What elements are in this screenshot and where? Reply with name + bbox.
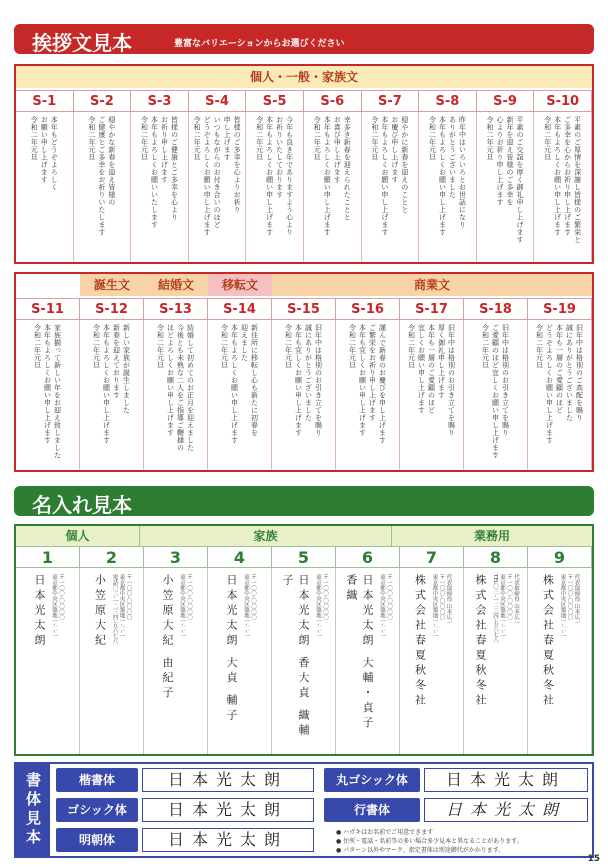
note-line: ● 住所・電話・名前等の多い場合多少見本と異なることがあります。 xyxy=(336,838,523,845)
greeting-line: 昨年中はいろいろとお世話になり xyxy=(458,116,467,229)
code-label: S-3 xyxy=(131,90,189,112)
note-line: ● パターン以外やマーク、指定書体は別途御代がかかります。 xyxy=(336,847,505,854)
address-line: 〒一〇〇‐〇〇〇〇 xyxy=(386,574,392,620)
greeting-line: 誠にありがとうございました xyxy=(304,324,313,422)
address-line: 〒一〇〇‐〇〇〇〇 xyxy=(250,574,256,620)
address-line: 〒一〇〇‐〇〇〇〇 xyxy=(322,574,328,620)
greeting-line: 申し上げます xyxy=(223,116,232,161)
greeting-text xyxy=(407,324,457,466)
category-birth: 誕生文 xyxy=(80,274,144,296)
name-samples-box xyxy=(14,524,594,756)
sample-name: 日本光太朗 大貞 輔子 xyxy=(225,574,238,724)
category-moving: 移転文 xyxy=(208,274,272,296)
address-line: 東京都中央区築地一‐二‐一 xyxy=(559,574,566,639)
code-label: S-4 xyxy=(189,90,247,112)
sample-number: 5 xyxy=(272,546,336,568)
address-block xyxy=(111,574,132,748)
greeting-line: 謹んで新春のお慶びを申し上げます xyxy=(378,324,387,444)
greeting-line: 穏やかに新春を迎えのことと xyxy=(400,116,409,214)
texts-row-bottom xyxy=(16,320,592,470)
greeting-line: 本年も宜しくお願い申し上げます xyxy=(294,324,303,437)
name-sample xyxy=(336,568,400,754)
greeting-text xyxy=(485,116,525,258)
font-sample: 日本光太朗 xyxy=(424,768,588,792)
greeting-column xyxy=(16,112,74,262)
greeting-line: 本年もどうぞよろしく xyxy=(50,116,59,191)
name-numbers-row xyxy=(16,546,592,568)
greeting-column xyxy=(144,320,208,470)
greeting-line: 令和二年元旦 xyxy=(193,116,202,161)
font-notes xyxy=(336,828,523,855)
code-label: S-15 xyxy=(272,298,336,320)
code-label: S-18 xyxy=(464,298,528,320)
greeting-line: 令和二年元旦 xyxy=(370,116,379,161)
sample-name: 株式会社春夏秋冬社 xyxy=(541,574,555,709)
greeting-line: 本年もよろしくお願い申し上げます xyxy=(230,324,239,444)
address-line: TEL〇三‐一二三四‐五六七八 xyxy=(492,574,498,643)
code-label: S-7 xyxy=(362,90,420,112)
greeting-line: 令和二年元旦 xyxy=(30,116,39,161)
code-label: S-13 xyxy=(144,298,208,320)
greeting-line: 本年も宜しくお願い申し上げます xyxy=(358,324,367,437)
code-label: S-8 xyxy=(419,90,477,112)
greeting-line: 本年も一層のご愛顧のほど xyxy=(427,324,436,414)
greeting-text xyxy=(348,324,388,466)
category-personal: 個人 xyxy=(16,526,140,546)
greeting-banner xyxy=(14,24,594,54)
greeting-line: 新年を迎え皆様のご多幸を xyxy=(506,116,515,206)
greeting-text xyxy=(33,324,63,466)
greeting-line: 令和二年元旦 xyxy=(156,324,165,369)
greeting-line: 旧年中は格別のお引き立てを賜り xyxy=(447,324,456,437)
code-label: S-12 xyxy=(80,298,144,320)
greeting-line: 家族揃って新しい年をお迎え致しました xyxy=(53,324,62,459)
name-sample xyxy=(272,568,336,754)
address-line: 東京都中央区築地一‐二‐一 xyxy=(315,574,321,639)
greeting-column xyxy=(362,112,420,262)
greeting-subtitle: 豊富なバリエーションからお選びください xyxy=(174,39,345,49)
address-line: 〒一〇〇‐〇〇〇〇 xyxy=(58,574,64,620)
greeting-line: 令和二年元旦 xyxy=(543,116,552,161)
greeting-line: 令和二年元旦 xyxy=(407,324,416,369)
font-label: 行書体 xyxy=(324,798,420,822)
greeting-line: 本年もよろしくお願い申し上げます xyxy=(102,324,111,444)
greeting-text xyxy=(481,324,511,466)
codes-row-bottom xyxy=(16,298,592,320)
name-banner xyxy=(14,486,594,516)
sample-number: 4 xyxy=(208,546,272,568)
category-family: 家族 xyxy=(140,526,392,546)
greeting-line: 結婚して初めてのお正月を迎えました xyxy=(186,324,195,452)
category-business-use: 業務用 xyxy=(392,526,592,546)
sample-number: 8 xyxy=(464,546,528,568)
greeting-line: 令和二年元旦 xyxy=(92,324,101,369)
note-line: ● ハガキはお名前でご用意できます xyxy=(336,829,434,836)
greeting-line: 令和二年元旦 xyxy=(348,324,357,369)
address-line: 東京都中央区築地一‐二‐一 xyxy=(243,574,249,639)
greeting-line: 本年も一層のご愛顧のほど xyxy=(555,324,564,414)
greeting-column xyxy=(464,320,528,470)
greeting-text xyxy=(427,116,467,258)
font-label: 丸ゴシック体 xyxy=(324,768,420,792)
greeting-text xyxy=(220,324,260,466)
address-block xyxy=(431,574,452,748)
font-label: 楷書体 xyxy=(56,768,138,792)
greeting-line: 新春を迎えております xyxy=(112,324,121,399)
greeting-line: 令和二年元旦 xyxy=(140,116,149,161)
greeting-line: 今後とも未熟な二人をご指導ご鞭撻の xyxy=(176,324,185,452)
code-label: S-16 xyxy=(336,298,400,320)
greeting-line: 令和二年元旦 xyxy=(481,324,490,369)
greeting-line: 令和二年元旦 xyxy=(33,324,42,369)
greeting-column xyxy=(246,112,304,262)
address-line: 〒一〇〇‐〇〇〇〇 xyxy=(125,574,132,620)
category-business: 商業文 xyxy=(272,274,592,296)
address-line: 電話〇三‐一二三四‐五六七八 xyxy=(111,574,118,644)
greeting-line: どうぞよろしくお願い申し上げます xyxy=(203,116,212,236)
greeting-line: 令和二年元旦 xyxy=(428,116,437,161)
greeting-line: 本年もよろしくお願い申し上げます xyxy=(438,116,447,236)
sample-name: 株式会社春夏秋冬社 xyxy=(474,574,487,709)
address-block xyxy=(242,574,256,748)
address-line: 代表取締役 山本広一 xyxy=(513,574,519,626)
address-line: 〒一〇〇‐〇〇〇〇 xyxy=(186,574,192,620)
name-sample xyxy=(528,568,592,754)
sample-number: 6 xyxy=(336,546,400,568)
greeting-line: 新しい家族が誕生しました xyxy=(122,324,131,414)
sample-number: 2 xyxy=(80,546,144,568)
page-number: 15 xyxy=(587,854,600,864)
greeting-line: 旧年中は格別のご高配を賜り xyxy=(575,324,584,422)
greeting-column xyxy=(131,112,189,262)
greeting-column xyxy=(80,320,144,470)
greeting-line: ご多幸を心からお祈り申し上げます xyxy=(563,116,572,236)
address-block xyxy=(491,574,519,748)
address-line: 東京都中央区築地一‐二‐一 xyxy=(118,574,125,639)
greeting-column xyxy=(477,112,535,262)
code-label: S-1 xyxy=(16,90,74,112)
greeting-line: 令和二年元旦 xyxy=(87,116,96,161)
codes-row-top xyxy=(16,90,592,112)
greeting-line: 誠にありがとうございました xyxy=(565,324,574,422)
name-samples-row xyxy=(16,568,592,754)
font-sample: 日本光太朗 xyxy=(424,798,588,822)
greeting-column xyxy=(304,112,362,262)
greeting-line: お慶び申し上げます xyxy=(390,116,399,184)
address-line: 東京都中央区築地一‐二‐一 xyxy=(431,574,438,639)
greeting-line: 心よりお祈り申し上げます xyxy=(496,116,505,206)
greeting-text xyxy=(29,116,59,258)
greeting-line: 本年もよろしくお願い申し上げます xyxy=(43,324,52,444)
greeting-text xyxy=(139,116,179,258)
sample-name: 小笠原大紀 xyxy=(93,574,107,649)
greeting-title: 挨拶文見本 xyxy=(32,31,132,55)
greeting-line: 本年もよろしくお願い申し上げます xyxy=(265,116,274,236)
greeting-column xyxy=(336,320,400,470)
address-line: 東京都中央区築地一‐二‐一 xyxy=(499,574,505,639)
address-line: 東京都中央区築地一‐二‐一 xyxy=(179,574,185,639)
sample-name: 株式会社春夏秋冬社 xyxy=(413,574,427,709)
sample-name: 日本光太朗 xyxy=(33,574,46,649)
name-sample xyxy=(80,568,144,754)
name-sample xyxy=(400,568,464,754)
greeting-column xyxy=(400,320,464,470)
greeting-text xyxy=(370,116,410,258)
code-label: S-2 xyxy=(74,90,132,112)
greeting-line: どうぞよろしくお願い申し上げます xyxy=(545,324,554,444)
address-block xyxy=(378,574,392,748)
greeting-column xyxy=(208,320,272,470)
greeting-line: 幸多き新春を迎えられたことと xyxy=(343,116,352,221)
greeting-line: いつもながらのお付き合いのほど xyxy=(213,116,222,229)
address-line: 東京都中央区築地一‐二‐一 xyxy=(379,574,385,639)
greeting-column xyxy=(272,320,336,470)
font-sample: 日本光太朗 xyxy=(142,768,314,792)
greeting-line: 本年もよろしくお願い申し上げます xyxy=(323,116,332,236)
font-label: 明朝体 xyxy=(56,828,138,852)
code-label: S-9 xyxy=(477,90,535,112)
name-section-title: 名入れ見本 xyxy=(32,493,132,517)
sample-name: 日本光太朗 香大貞 織輔子 xyxy=(281,574,310,739)
greeting-text xyxy=(192,116,242,258)
sample-number: 9 xyxy=(528,546,592,568)
greeting-line: 令和二年元旦 xyxy=(535,324,544,369)
name-sample xyxy=(16,568,80,754)
code-label: S-6 xyxy=(304,90,362,112)
greeting-line: 本年もよろしくお願いいたします xyxy=(150,116,159,229)
sample-number: 3 xyxy=(144,546,208,568)
greeting-line: 穏やかな新春を迎え皆様の xyxy=(107,116,116,206)
address-line: 代表取締役 山本広一 xyxy=(573,574,580,626)
greeting-text xyxy=(156,324,196,466)
greeting-line: 皆様のご多幸を心よりお祈り xyxy=(233,116,242,214)
greeting-column xyxy=(419,112,477,262)
address-block xyxy=(314,574,328,748)
font-section-title: 書体見本 xyxy=(16,764,50,856)
sample-name: 日本光太朗 大輔・貞子 香織 xyxy=(345,574,374,732)
greeting-text xyxy=(92,324,132,466)
greeting-line: ご繁栄をお祈り申し上げます xyxy=(368,324,377,422)
greeting-line: 令和二年元旦 xyxy=(486,116,495,161)
code-label: S-19 xyxy=(528,298,592,320)
name-sample xyxy=(464,568,528,754)
font-label: ゴシック体 xyxy=(56,798,138,822)
category-wedding: 結婚文 xyxy=(144,274,208,296)
address-line: 〒一〇〇‐〇〇〇〇 xyxy=(438,574,445,620)
greeting-line: 旧年中は格別のお引き立てを賜り xyxy=(501,324,510,437)
greeting-line: お祈りいたしております xyxy=(275,116,284,199)
name-sample xyxy=(208,568,272,754)
font-sample: 日本光太朗 xyxy=(142,828,314,852)
greeting-text xyxy=(312,116,352,258)
texts-row-top xyxy=(16,112,592,262)
address-line: 代表取締役 山本広一 xyxy=(445,574,452,626)
greeting-top-box xyxy=(14,64,594,264)
address-block xyxy=(559,574,580,748)
greeting-column xyxy=(534,112,592,262)
sample-number: 7 xyxy=(400,546,464,568)
greeting-line: ご健康とご多幸をお祈りいたします xyxy=(97,116,106,236)
greeting-line: 迎えました xyxy=(240,324,249,362)
greeting-column xyxy=(74,112,132,262)
greeting-text xyxy=(535,324,585,466)
greeting-line: お喜び申し上げます xyxy=(333,116,342,184)
address-block xyxy=(178,574,192,748)
code-label: S-10 xyxy=(534,90,592,112)
greeting-line: 令和二年元旦 xyxy=(220,324,229,369)
category-general: 個人・一般・家族文 xyxy=(16,66,592,88)
greeting-line: お願い申し上げます xyxy=(40,116,49,184)
code-label: S-5 xyxy=(246,90,304,112)
greeting-line: 令和二年元旦 xyxy=(284,324,293,369)
address-block xyxy=(50,574,64,748)
greeting-line: ありがとうございました xyxy=(448,116,457,199)
greeting-line: 本年もよろしくお願い申し上げます xyxy=(380,116,389,236)
greeting-line: 宜しくお願い申し上げます xyxy=(417,324,426,414)
font-sample: 日本光太朗 xyxy=(142,798,314,822)
greeting-line: 令和二年元旦 xyxy=(255,116,264,161)
address-line: 〒一〇〇‐〇〇〇〇 xyxy=(566,574,573,620)
greeting-line: 厚く御礼申し上げます xyxy=(437,324,446,399)
code-label: S-11 xyxy=(16,298,80,320)
sample-name: 小笠原大紀 由紀子 xyxy=(161,574,174,702)
greeting-line: 令和二年元旦 xyxy=(313,116,322,161)
greeting-line: 平素のご交誼を厚く御礼申し上げます xyxy=(516,116,525,244)
address-line: 〒一〇〇‐〇〇〇〇 xyxy=(506,574,512,620)
greeting-column xyxy=(16,320,80,470)
greeting-line: 旧年中は格別のお引き立てを賜り xyxy=(314,324,323,437)
greeting-column xyxy=(189,112,247,262)
greeting-line: 皆様のご健康とご多幸を心より xyxy=(170,116,179,221)
code-label: S-14 xyxy=(208,298,272,320)
code-label: S-17 xyxy=(400,298,464,320)
greeting-column xyxy=(528,320,592,470)
address-line: 東京都中央区築地一‐二‐一 xyxy=(51,574,57,639)
greeting-line: ご愛顧のほど宜しくお願い申し上げます xyxy=(491,324,500,459)
greeting-text xyxy=(543,116,583,258)
greeting-line: 本年もよろしくお願い申し上げます xyxy=(553,116,562,236)
font-samples xyxy=(14,762,594,858)
greeting-line: 新住所に移転し心も新たに初春を xyxy=(250,324,259,437)
greeting-line: 平素のご厚情を深謝し皆様のご繁栄と xyxy=(573,116,582,244)
greeting-text xyxy=(87,116,117,258)
greeting-text xyxy=(284,324,324,466)
greeting-line: 今年も良き年でありますよう心より xyxy=(285,116,294,236)
sample-number: 1 xyxy=(16,546,80,568)
greeting-bottom-box xyxy=(14,272,594,472)
greeting-line: お祈り申し上げます xyxy=(160,116,169,184)
greeting-line: ほどよろしくお願い申し上げます xyxy=(166,324,175,437)
greeting-text xyxy=(255,116,295,258)
name-sample xyxy=(144,568,208,754)
